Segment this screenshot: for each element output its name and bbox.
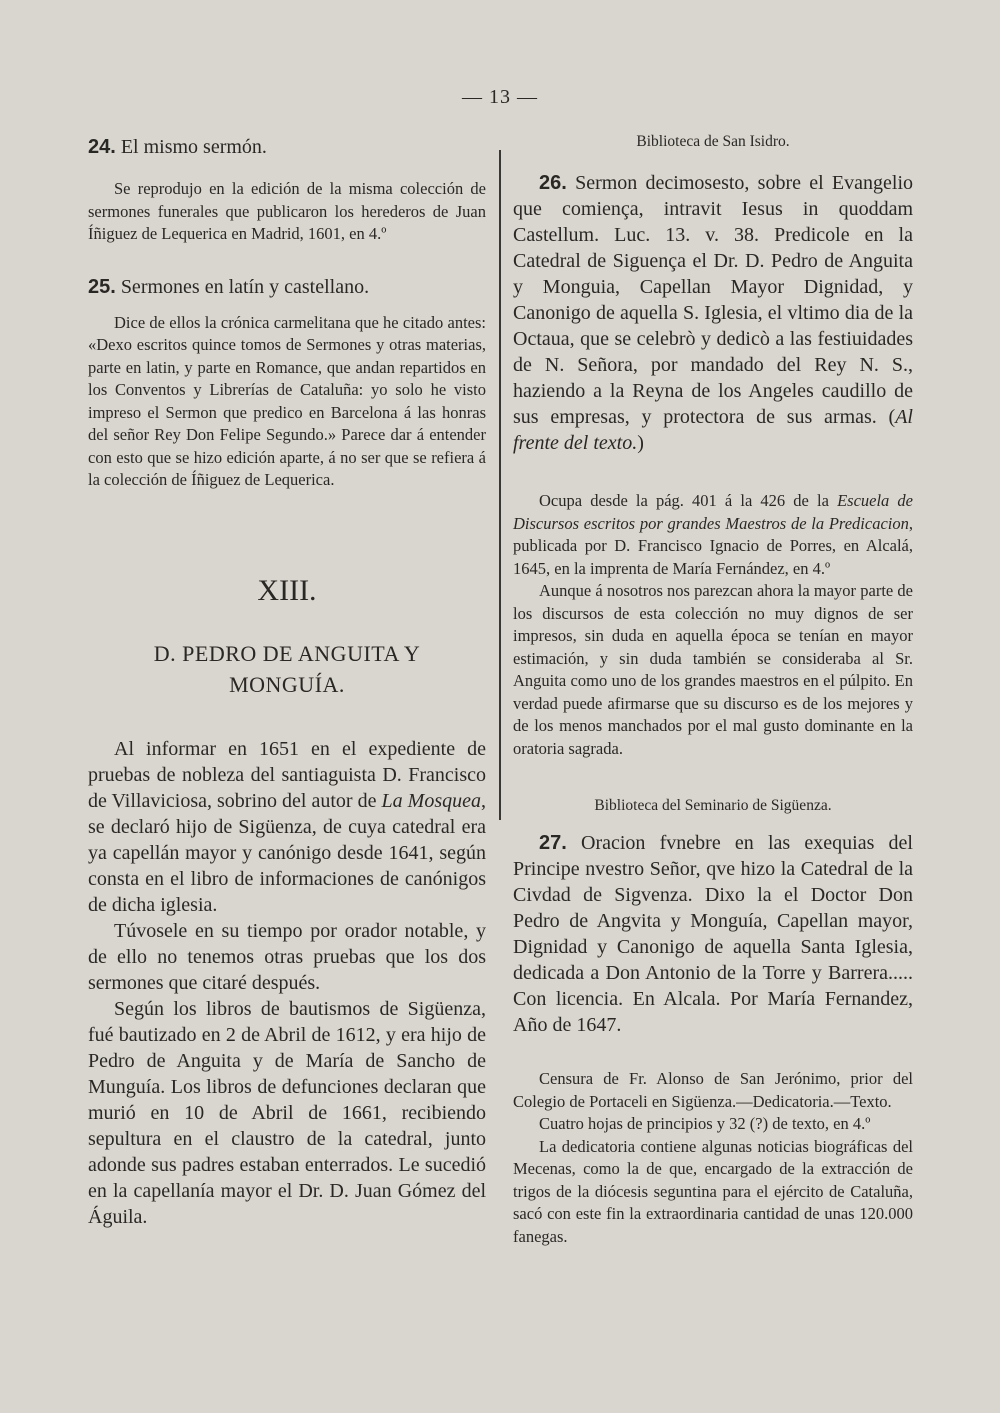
chapter-heading: XIII.: [257, 573, 317, 607]
entry-25-heading: [88, 274, 486, 300]
entry-24-heading: [88, 134, 486, 160]
entry-27-number: 27.: [539, 832, 567, 854]
bio-paragraph-1-work-title: La Mosquea: [381, 789, 482, 812]
entry-27-note-1: Censura de Fr. Alonso de San Jerónimo, prior del Colegio de Portaceli en Sigüenza.—Dedicatoria.—Texto.: [513, 1069, 913, 1111]
entry-26-note-1-text-a: Ocupa desde la pág. 401 á la 426 de la: [539, 491, 838, 510]
entry-25-title: Sermones en latín y castellano.: [120, 275, 370, 298]
library-heading-2: Biblioteca del Seminario de Sigüenza.: [594, 797, 832, 814]
entry-27-note-2: Cuatro hojas de principios y 32 (?) de texto, en 4.º: [539, 1114, 871, 1133]
bio-paragraph-1: [88, 736, 486, 918]
entry-26: [513, 170, 913, 456]
entry-24-body: Se reprodujo en la edición de la misma colección de sermones funerales que publicaron los herederos de Juan Íñiguez de Lequerica en Madrid, 1601, en 4.º: [88, 179, 486, 243]
column-divider: [499, 150, 501, 820]
entry-25-number: 25.: [88, 275, 116, 298]
entry-25-body: Dice de ellos la crónica carmelitana que he citado antes: «Dexo escritos quince tomos de Sermones y otras materias, parte en latin, y parte en Romance, que andan repartidos en los Conventos y Librerías de Cataluña: yo solo he visto impreso el Sermon que predico en Barcelona á las honras del señor Rey Don Felipe Segundo.» Parece dar á entender con esto que se hizo edición aparte, á no ser que se refiera á la colección de Íñiguez de Lequerica.: [88, 312, 486, 489]
entry-26-number: 26.: [539, 172, 567, 194]
entry-26-note-1: [513, 490, 913, 580]
entry-27: [513, 830, 913, 1038]
bio-paragraph-1-text-b: , se declaró hijo de Sigüenza, de cuya catedral era ya capellán mayor y canónigo desde 1641, según consta en el libro de informaciones de canónigos de dicha iglesia.: [88, 789, 487, 916]
entry-26-close: ): [637, 432, 644, 454]
entry-26-text: Sermon decimosesto, sobre el Evangelio que comiença, intravit Iesus in quoddam Castellum. Luc. 13. v. 38. Predicole en la Catedral de Siguença el Dr. D. Pedro de Anguita y Monguia, Capellan Mayor Dignidad, y Canonigo de aquella S. Iglesia, el vltimo dia de la Octaua, que se celebrò y dedicò a las festiuidades de N. Señora, por mandado del Rey N. S., haziendo a la Reyna de los Angeles caudillo de sus empresas, y protectora de sus armas. (: [513, 172, 914, 428]
entry-26-italic-note: Al frente del texto.: [513, 406, 913, 454]
entry-26-note-2: Aunque á nosotros nos parezcan ahora la mayor parte de los discursos de esta colección no muy dignos de ser impresos, sin duda en aquella época se tenían en mayor estimación, y sin duda también se consideraba al Sr. Anguita como uno de los grandes maestros en el púlpito. En verdad puede afirmarse que su discurso es de los mejores y de los menos manchados por el mal gusto dominante en la oratoria sagrada.: [513, 581, 913, 758]
entry-27-text: Oracion fvnebre en las exequias del Principe nvestro Señor, qve hizo la Catedral de la Civdad de Sigvenza. Dixo la el Doctor Don Pedro de Angvita y Monguía, Capellan mayor, Dignidad y Canonigo de aquella Santa Iglesia, dedicada a Don Antonio de la Torre y Barrera..... Con licencia. En Alcala. Por María Fernandez, Año de 1647.: [513, 832, 913, 1036]
bio-paragraph-1-text-a: Al informar en 1651 en el expediente de pruebas de nobleza del santiaguista D. Francisco de Villaviciosa, sobrino del autor de: [88, 737, 486, 812]
entry-24-title: El mismo sermón.: [120, 136, 267, 158]
author-name-line-2: MONGUÍA.: [229, 671, 345, 697]
author-name-line-1: D. PEDRO DE ANGUITA Y: [153, 640, 421, 666]
left-column: [88, 130, 486, 1230]
page-number: — 13 —: [462, 86, 538, 108]
library-heading-1: Biblioteca de San Isidro.: [636, 133, 790, 150]
right-column: [513, 130, 913, 1248]
entry-26-note-1-collection-title: Escuela de Discursos escritos por grandes Maestros de la Predicacion: [513, 491, 914, 533]
entry-24-number: 24.: [88, 136, 116, 158]
entry-27-note-3: La dedicatoria contiene algunas noticias biográficas del Mecenas, como la de que, encargado de la extracción de trigos de la diócesis seguntina para el ejército de Cataluña, sacó con este fin la extraordinaria cantidad de unas 120.000 fanegas.: [513, 1136, 913, 1246]
entry-26-note-1-text-b: , publicada por D. Francisco Ignacio de Porres, en Alcalá, 1645, en la imprenta de María Fernández, en 4.º: [513, 513, 913, 578]
bio-paragraph-3: Según los libros de bautismos de Sigüenza, fué bautizado en 2 de Abril de 1612, y era hijo de Pedro de Anguita y de María de Sancho de Munguía. Los libros de defunciones declaran que murió en 10 de Abril de 1661, recibiendo sepultura en el claustro de la catedral, junto adonde sus padres estaban enterrados. Le sucedió en la capellanía mayor el Dr. D. Juan Gómez del Águila.: [88, 997, 486, 1228]
bio-paragraph-2: Túvosele en su tiempo por orador notable, y de ello no tenemos otras pruebas que los dos sermones que citaré después.: [88, 919, 486, 994]
